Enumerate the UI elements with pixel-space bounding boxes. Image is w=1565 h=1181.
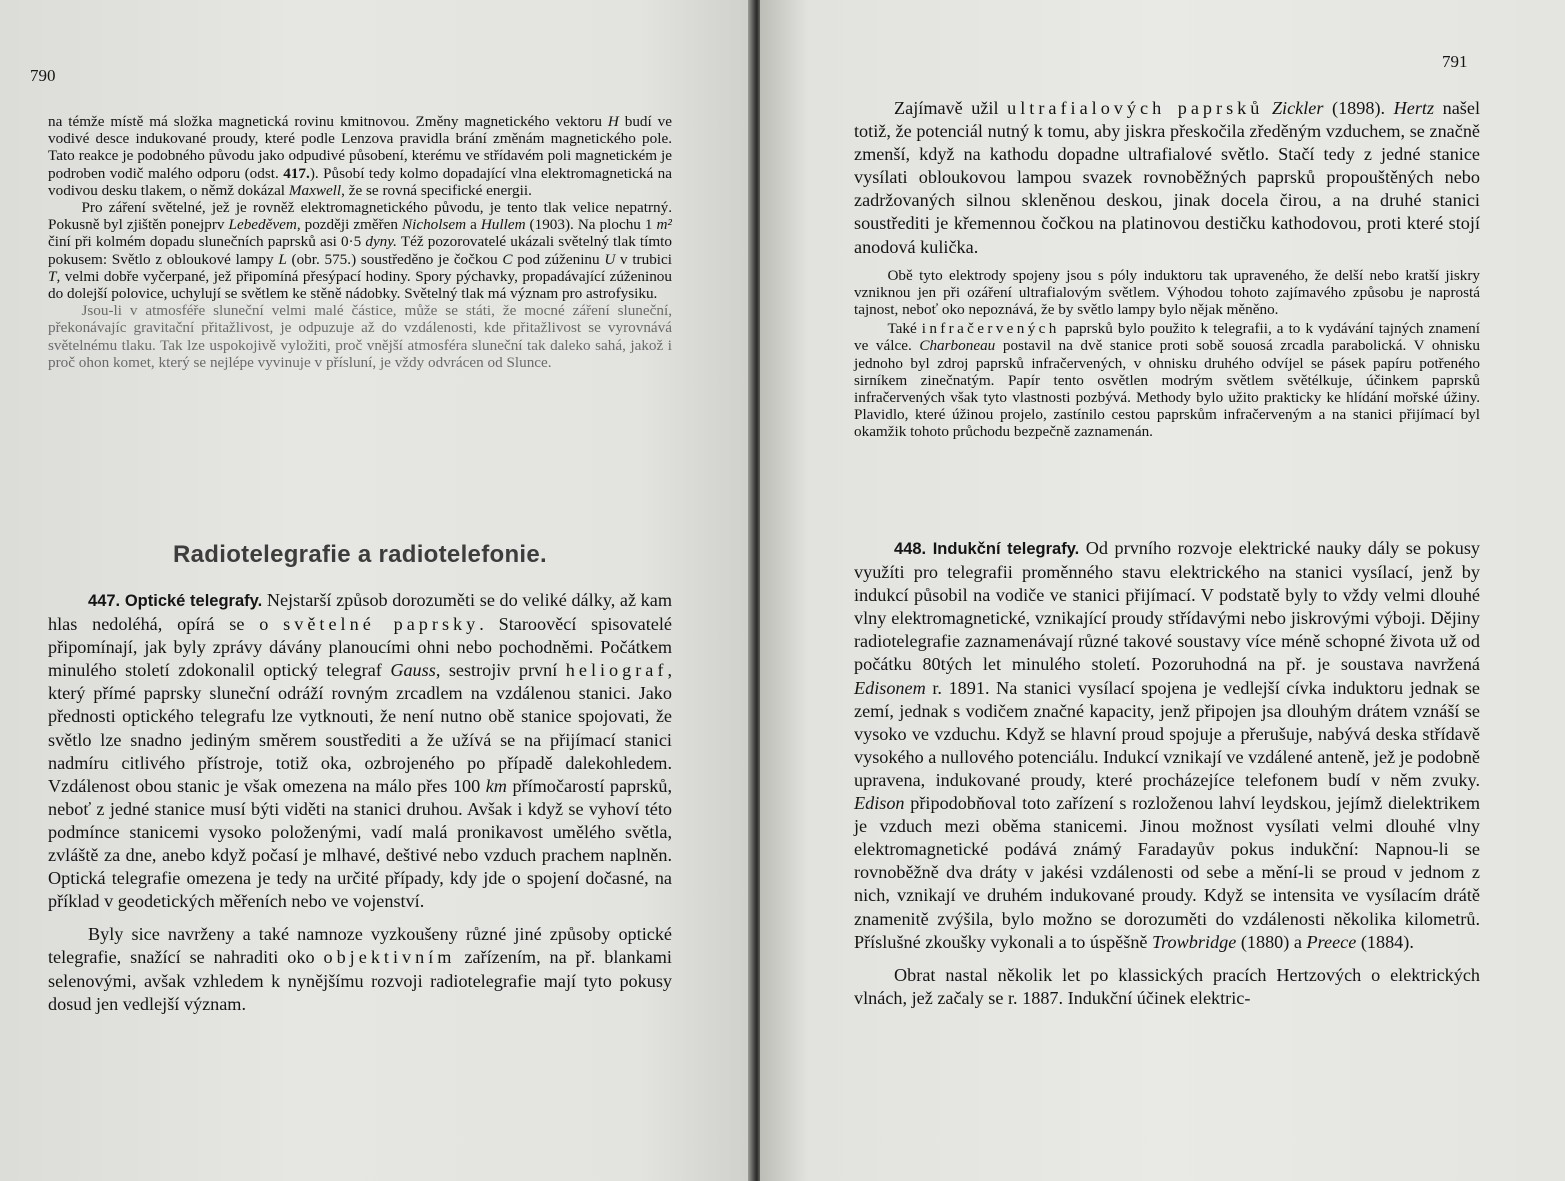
paragraph: Také infračervených paprsků bylo použito k telegrafii, a to k vydávání tajných znamení ve válce. Charboneau postavil na dvě stanice proti sobě souosá zrcadla parabolická. V ohnisku jednoho byl zdroj paprsků infračervených, v ohnisku druhého odvíjel se pásek papíru potřeného sirníkem zinečnatým. Papír tento osvětlen modrým světlem světélkuje, účinkem paprsků infračervených však tyto vlastnosti pozbývá. Methody bylo užito prakticky ke hlídání mořské úžiny. Plavidlo, které úžinou projelo, zastínilo cestou paprskům infračerveným a na stanici přijímací byl okamžik tohoto průchodu bezpečně zaznamenán. [854, 320, 1480, 441]
paragraph: Jsou-li v atmosféře sluneční velmi malé částice, může se státi, že mocné záření sluneční, překonávajíc gravitační přitažlivost, je odpuzuje až do vzdálenosti, kde přitažlivost se vyrovnává světelnému tlaku. Tak lze uspokojivě vyložiti, proč vnější atmosféra sluneční tak daleko sahá, jakož i proč ohon komet, který se nejlépe vyvinuje v přísluní, je vždy odvrácen od Slunce. [48, 302, 672, 371]
paragraph-448: 448. Indukční telegrafy. Od prvního rozvoje elektrické nauky dály se pokusy využíti pro telegrafii proměnného stavu elektrického na stanici vysílací, jenž by indukcí působil na vodiče ve stanici přijímací. V podstatě byly to vždy velmi dlouhé vlny elektromagnetické, vznikající proudy střídavými nebo jiskrovými výboji. Dějiny radiotelegrafie zaznamenávají různé takové soustavy více méně schopné života už od počátku 80tých let minulého století. Pozoruhodná na př. je soustava navržená Edisonem r. 1891. Na stanici vysílací spojena je vedlejší cívka induktoru jednak se zemí, jednak s vodičem značné kapacity, jenž připojen jsa dlouhým drátem vznáší se vysoko ve vzduchu. Když se hlavní proud spojuje a přerušuje, nabývá deska střídavě vysokého a nullového potenciálu. Indukcí vznikají ve vzdálené anteně, jež je podobně upravena, indukované proudy, které procházejíce telefonem budí v něm zvuky. Edison připodobňoval toto zařízení s rozloženou lahví leydskou, jejímž dielektrikem je vzduch mezi oběma stanicemi. Jinou možnost vysílati velmi dlouhé vlny elektromagnetické podává známý Faradayův pokus indukční: Napnou-li se rovnoběžně dva dráty v jakési vzdálenosti od sebe a mění-li se proud v jednom z nich, vznikají ve druhém indukované proudy. Když se intensita ve vysílacím drátě znamenitě zvýšila, bylo možno se dorozuměti do vzdálenosti několika kilometrů. Příslušné zkoušky vykonali a to úspěšně Trowbridge (1880) a Preece (1884). [854, 538, 1480, 952]
paragraph: Zajímavě užil ultrafialových paprsků Zickler (1898). Hertz našel totiž, že potenciál nutný k tomu, aby jiskra přeskočila zředěným vzduchem, se značně zmenší, když na kathodu dopadne ultrafialové světlo. Stačí tedy z jedné stanice vysílati obloukovou lampou svazek rovnoběžných paprsků propouštěných nebo zadržovaných silnou skleněnou deskou, jinak docela čirou, a na druhé stanici soustřediti je křemennou čočkou na platinovou destičku kathodovou, proti které stojí anodová kulička. [854, 98, 1480, 257]
section-heading: Radiotelegrafie a radiotelefonie. [173, 541, 547, 568]
paragraph: Obě tyto elektrody spojeny jsou s póly induktoru tak upraveného, že delší nebo kratší jiskry vzniknou jen při ozáření ultrafialovým světlem. Výhodou tohoto zajímavého způsobu je naprostá tajnost, neboť oko nepoznává, že by světlo lampy bylo nějak měněno. [854, 266, 1480, 319]
paragraph: Byly sice navrženy a také namnoze vyzkoušeny různé jiné způsoby optické telegrafie, snažící se nahraditi oko objektivním zařízením, na př. blankami selenovými, avšak vzhledem k nynějšímu rozvoji radiotelegrafie mají tyto pokusy dosud jen vedlejší význam. [48, 924, 672, 1014]
left-page [0, 0, 752, 1181]
paragraph: Obrat nastal několik let po klassických pracích Hertzových o elektrických vlnách, jež začaly se r. 1887. Indukční účinek elektric- [854, 964, 1480, 1008]
left-column-upper [48, 113, 672, 371]
paragraph: Pro záření světelné, jež je rovněž elektromagnetického původu, je tento tlak velice nepatrný. Pokusně byl zjištěn ponejprv Lebeděvem, později změřen Nicholsem a Hullem (1903). Na plochu 1 m² činí při kolmém dopadu slunečních paprsků asi 0·5 dyny. Též pozorovatelé ukázali světelný tlak tímto pokusem: Světlo z obloukové lampy L (obr. 575.) soustředěno je čočkou C pod zúženinu U v trubici T, velmi dobře vyčerpané, jež připomíná přesýpací hodiny. Spory pýchavky, propadávající zúženinou do dolejší polovice, uchylují se světlem ke stěně nádobky. Světelný tlak má význam pro astrofysiku. [48, 199, 672, 303]
page-number: 791 [1442, 52, 1468, 71]
paragraph-447: 447. Optické telegrafy. Nejstarší způsob dorozuměti se do veliké dálky, až kam hlas nedoléhá, opírá se o světelné paprsky. Staroověcí spisovatelé připomínají, jak byly zprávy dávány planoucími ohni nebo pochodněmi. Počátkem minulého století zdokonalil optický telegraf Gauss, sestrojiv první heliograf, který přímé paprsky sluneční odráží rovným zrcadlem na vzdálenou stanici. Jako přednosti optického telegrafu lze vytknouti, že není nutno obě stanice spojovati, že světlo lze snadno jediným směrem soustřediti a že užívá se na přijímací stanici nadmíru citlivého přístroje, totiž oka, ozbrojeného po případě dalekohledem. Vzdálenost obou stanic je však omezena na málo přes 100 km přímočarostí paprsků, neboť z jedné stanice musí býti viděti na stanici druhou. Avšak i když se vyhoví této podmínce stanicemi vysoko položenými, vadí malá pronikavost umělého světla, zvláště za dne, anebo když počasí je mlhavé, deštivé nebo vzduch prachem naplněn. Optická telegrafie omezena je tedy na určité případy, kdy jde o spojení dočasné, na příklad v geodetických měřeních nebo ve vojenství. [48, 590, 672, 912]
left-column-lower [48, 589, 672, 1016]
paragraph: na témže místě má složka magnetická rovinu kmitnovou. Změny magnetického vektoru H budí ve vodivé desce indukované proudy, které podle Lenzova pravidla brání změnám magnetického pole. Tato reakce je podobného původu jako odpudivé působení, kterému ve střídavém poli magnetickém je podroben vodič malého odporu (odst. 417.). Působí tedy kolmo dopadající vlna elektromagnetická na vodivou desku tlakem, o němž dokázal Maxwell, že se rovná specifické energii. [48, 113, 672, 199]
right-column-upper [854, 97, 1480, 441]
page-number: 790 [30, 66, 56, 85]
right-column-lower [854, 537, 1480, 1010]
right-page [760, 0, 1565, 1181]
